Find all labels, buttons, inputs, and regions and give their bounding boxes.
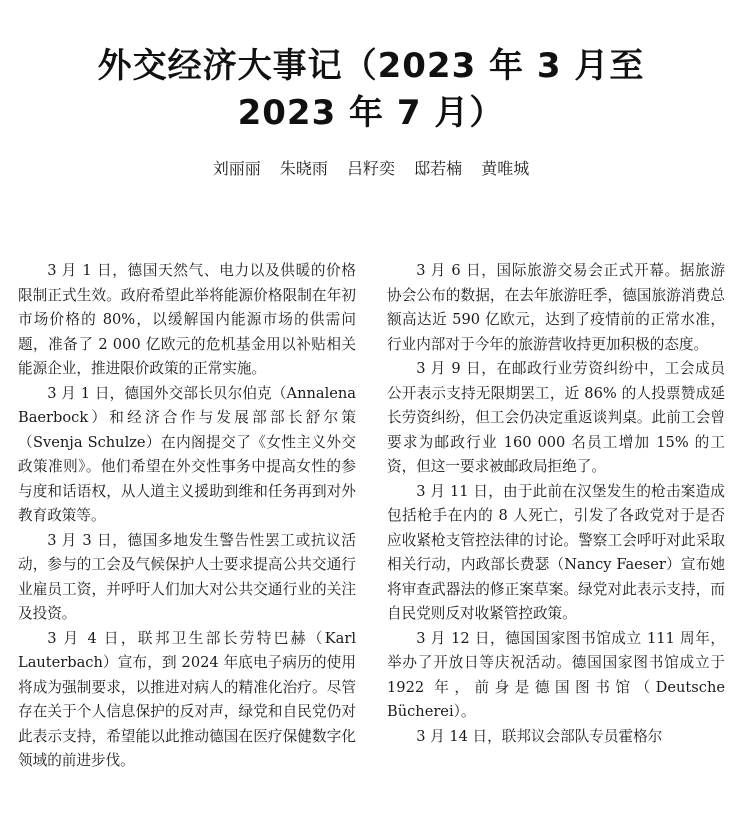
author: 黄唯城 — [481, 159, 530, 178]
paragraph: 3 月 9 日，在邮政行业劳资纠纷中，工会成员公开表示支持无限期罢工，近 86% 的人投票赞成延长劳资纠纷，但工会仍决定重返谈判桌。此前工会曾要求为邮政行业 160 000 名员工增加 15% 的工资，但这一要求被邮政局拒绝了。 — [387, 360, 725, 475]
author-list — [0, 157, 742, 181]
left-column — [18, 259, 356, 774]
right-column — [387, 259, 725, 749]
paragraph: 3 月 4 日，联邦卫生部长劳特巴赫（Karl Lauterbach）宣布，到 2024 年底电子病历的使用将成为强制要求，以推进对病人的精准化治疗。尽管存在关于个人信息保护的反对声，绿党和自民党仍对此表示支持，希望能以此推动德国在医疗保健数字化领域的前进步伐。 — [18, 629, 356, 769]
paragraph: 3 月 12 日，德国国家图书馆成立 111 周年，举办了开放日等庆祝活动。德国国家图书馆成立于 1922 年，前身是德国图书馆（Deutsche Bücherei）。 — [387, 629, 725, 720]
paragraph: 3 月 11 日，由于此前在汉堡发生的枪击案造成包括枪手在内的 8 人死亡，引发了各政党对于是否应收紧枪支管控法律的讨论。警察工会呼吁对此采取相关行动，内政部长费瑟（Nancy Faeser）宣布她将审查武器法的修正案草案。绿党对此表示支持，而自民党则反对收紧管控政策。 — [387, 482, 725, 622]
author: 朱晓雨 — [279, 159, 328, 178]
author: 吕籽奕 — [346, 159, 395, 178]
paragraph: 3 月 14 日，联邦议会部队专员霍格尔 — [416, 727, 663, 745]
author: 邸若楠 — [414, 159, 463, 178]
paragraph: 3 月 1 日，德国天然气、电力以及供暖的价格限制正式生效。政府希望此举将能源价格限制在年初市场价格的 80%，以缓解国内能源市场的供需问题，准备了 2 000 亿欧元的危机基金用以补贴相关能源企业，推进限价政策的正常实施。 — [18, 262, 356, 377]
paragraph: 3 月 3 日，德国多地发生警告性罢工或抗议活动，参与的工会及气候保护人士要求提高公共交通行业雇员工资，并呼吁人们加大对公共交通行业的关注及投资。 — [18, 531, 356, 622]
title-line-2: 2023 年 7 月） — [237, 92, 505, 133]
page-title — [0, 43, 742, 137]
title-line-1: 外交经济大事记（2023 年 3 月至 — [97, 45, 645, 86]
paragraph: 3 月 1 日，德国外交部长贝尔伯克（Annalena Baerbock）和经济合作与发展部部长舒尔策（Svenja Schulze）在内阁提交了《女性主义外交政策准则》。他们希望在外交性事务中提高女性的参与度和话语权，从人道主义援助到维和任务再到对外教育政策等。 — [18, 384, 356, 524]
paragraph: 3 月 6 日，国际旅游交易会正式开幕。据旅游协会公布的数据，在去年旅游旺季，德国旅游消费总额高达近 590 亿欧元，达到了疫情前的正常水准，行业内部对于今年的旅游营收持更加积极的态度。 — [387, 262, 725, 353]
author: 刘丽丽 — [212, 159, 261, 178]
